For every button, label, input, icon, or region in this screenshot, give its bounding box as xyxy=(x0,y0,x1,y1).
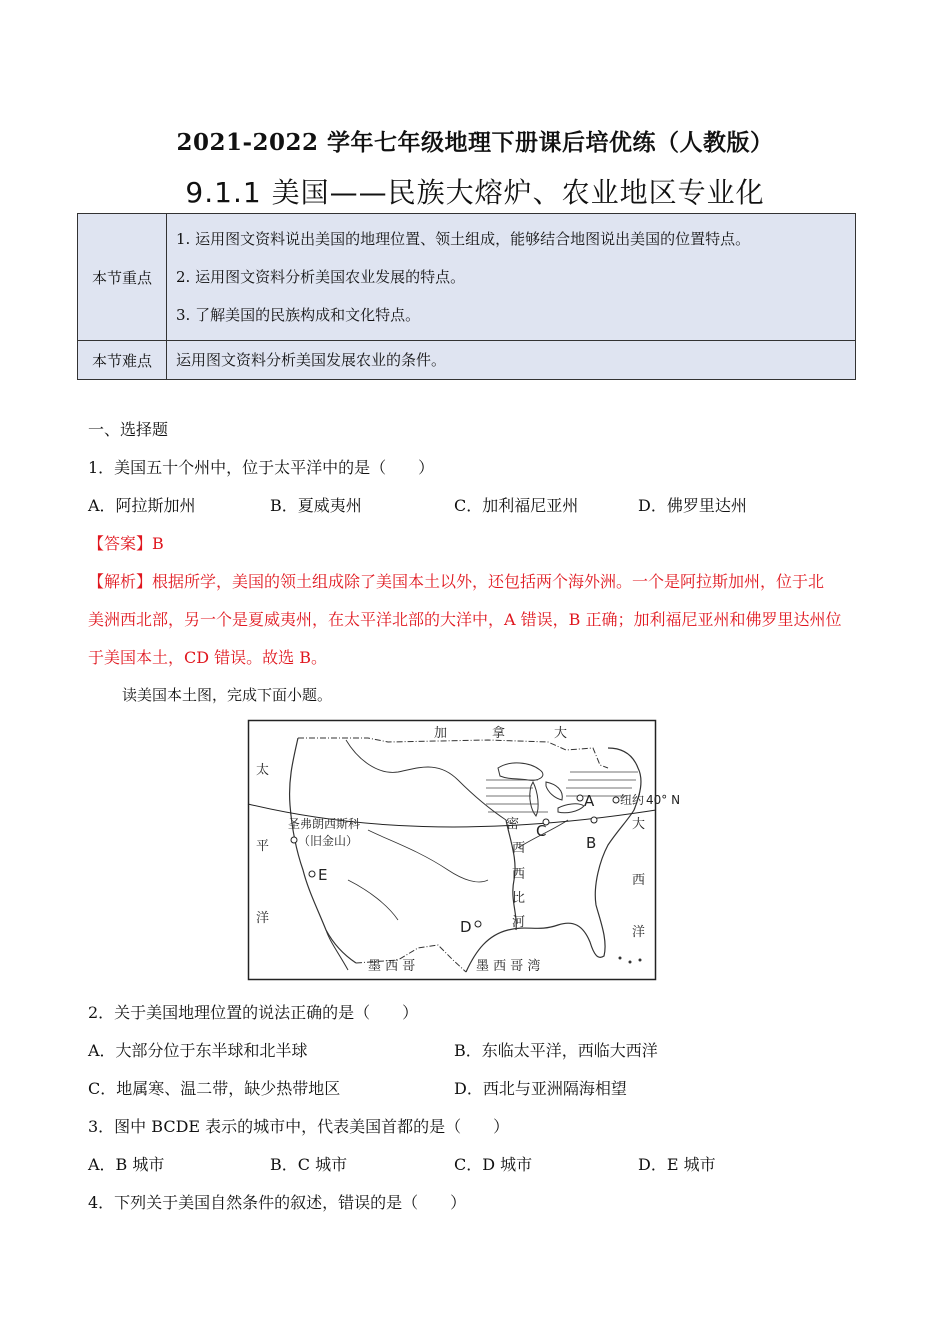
island xyxy=(629,961,632,964)
q2-option-d: D．西北与亚洲隔海相望 xyxy=(454,1079,627,1098)
point-b-marker xyxy=(591,817,597,823)
label-a: A xyxy=(584,792,595,810)
label-mexico: 墨 西 哥 xyxy=(368,959,416,974)
q1-analysis-line-2: 美洲西北部，另一个是夏威夷州，在太平洋北部的大洋中，A 错误，B 正确；加利福尼亚州和佛罗里达州位 xyxy=(88,610,842,629)
q1-answer: 【答案】B xyxy=(88,534,164,553)
q3-option-b: B．C 城市 xyxy=(270,1155,348,1174)
analysis-text: 根据所学，美国的领土组成除了美国本土以外，还包括两个海外洲。一个是阿拉斯加州，位于北 xyxy=(152,572,825,591)
q2-option-c: C．地属寒、温二带，缺少热带地区 xyxy=(88,1079,341,1098)
q1-analysis-line-1 xyxy=(88,569,824,592)
island xyxy=(639,959,642,962)
q3-stem: 3．图中 BCDE 表示的城市中，代表美国首都的是（ ） xyxy=(88,1117,510,1136)
q2-stem: 2．关于美国地理位置的说法正确的是（ ） xyxy=(88,1003,419,1022)
focus-item: 2. 运用图文资料分析美国农业发展的特点。 xyxy=(176,268,466,286)
point-a-marker xyxy=(577,795,583,801)
label-atlantic-1: 大 xyxy=(632,817,646,832)
q2-option-a: A．大部分位于东半球和北半球 xyxy=(88,1041,308,1060)
label-atlantic-2: 西 xyxy=(632,873,646,888)
usa-map xyxy=(248,720,681,980)
label-ny: 纽约 xyxy=(620,793,645,807)
q1-stem: 1．美国五十个州中，位于太平洋中的是（ ） xyxy=(88,458,435,477)
q3-option-a: A．B 城市 xyxy=(88,1155,165,1174)
point-e-marker xyxy=(309,871,315,877)
q3-option-c: C．D 城市 xyxy=(454,1155,533,1174)
keypoints-table xyxy=(77,213,856,380)
difficulty-content: 运用图文资料分析美国发展农业的条件。 xyxy=(167,341,856,380)
focus-label: 本节重点 xyxy=(78,214,167,341)
q4-stem: 4．下列关于美国自然条件的叙述，错误的是（ ） xyxy=(88,1193,467,1212)
label-river-1: 密 xyxy=(506,817,520,832)
label-pacific-2: 平 xyxy=(256,839,270,854)
label-canada-2: 拿 xyxy=(492,726,506,741)
point-d-marker xyxy=(475,921,481,927)
section-heading: 一、选择题 xyxy=(88,420,169,439)
ny-marker xyxy=(613,797,619,803)
label-pacific-3: 洋 xyxy=(256,911,270,926)
label-canada-3: 大 xyxy=(554,726,568,741)
q3-option-d: D．E 城市 xyxy=(638,1155,716,1174)
label-river-3: 西 xyxy=(512,867,526,882)
difficulty-row xyxy=(78,341,856,380)
analysis-tag: 【解析】 xyxy=(88,572,153,591)
q2-option-b: B．东临太平洋，西临大西洋 xyxy=(454,1041,658,1060)
q1-option-a: A．阿拉斯加州 xyxy=(88,496,196,515)
label-canada-1: 加 xyxy=(434,726,448,741)
label-pacific-1: 太 xyxy=(256,763,270,778)
label-river-4: 比 xyxy=(512,891,526,906)
q1-option-b: B．夏威夷州 xyxy=(270,496,362,515)
focus-content xyxy=(167,214,856,341)
label-sf-alt: （旧金山） xyxy=(298,834,359,848)
q1-analysis-line-3: 于美国本土，CD 错误。故选 B。 xyxy=(88,648,328,667)
label-river-2: 西 xyxy=(512,841,526,856)
q1-option-d: D．佛罗里达州 xyxy=(638,496,747,515)
island xyxy=(619,957,622,960)
q1-option-c: C．加利福尼亚州 xyxy=(454,496,579,515)
focus-item: 3. 了解美国的民族构成和文化特点。 xyxy=(176,306,421,324)
sf-marker xyxy=(291,837,297,843)
label-b: B xyxy=(586,834,597,852)
label-d: D xyxy=(460,918,472,936)
label-lat: 40° N xyxy=(646,793,681,807)
label-sf: 圣弗朗西斯科 xyxy=(288,817,361,831)
lesson-title: 9.1.1 美国——民族大熔炉、农业地区专业化 xyxy=(185,176,765,209)
label-atlantic-3: 洋 xyxy=(632,925,646,940)
focus-row xyxy=(78,214,856,341)
label-gulf: 墨 西 哥 湾 xyxy=(476,959,541,974)
difficulty-label: 本节难点 xyxy=(78,341,167,380)
focus-item: 1. 运用图文资料说出美国的地理位置、领土组成，能够结合地图说出美国的位置特点。 xyxy=(176,230,751,248)
label-e: E xyxy=(318,866,328,884)
map-intro: 读美国本土图，完成下面小题。 xyxy=(122,686,333,704)
document-title: 2021-2022 学年七年级地理下册课后培优练（人教版） xyxy=(176,129,774,156)
label-river-5: 河 xyxy=(512,915,526,930)
label-c: C xyxy=(536,822,547,840)
